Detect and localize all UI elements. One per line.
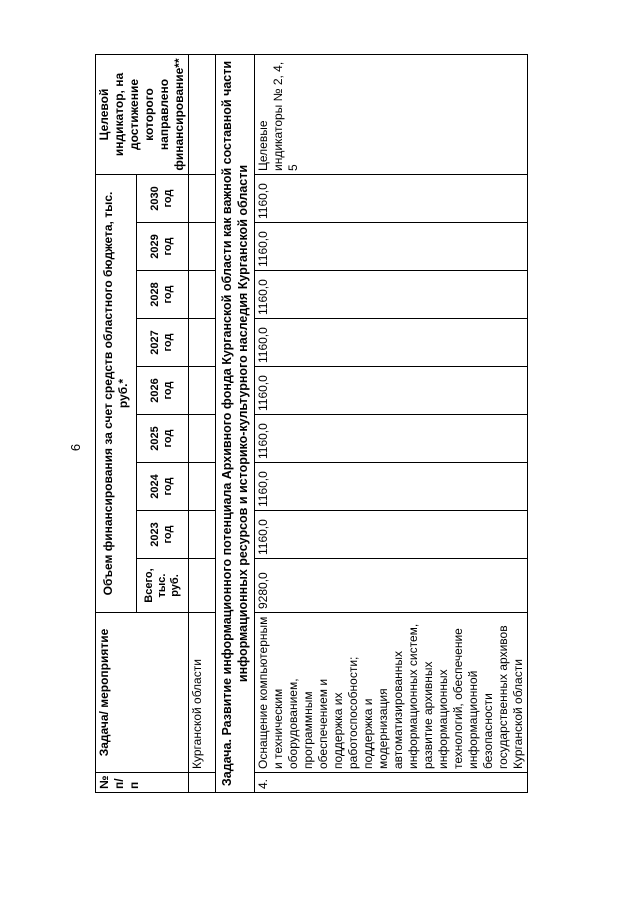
page-number: 6 [68,443,84,452]
cell-year-value: 1160,0 [255,367,528,415]
cell-year-value: 1160,0 [255,175,528,223]
header-row-1 [96,55,137,793]
cell-empty [189,463,216,511]
cell-task: Оснащение компьютерным и техническим оборудованием, программным обеспечением и поддержка их работоспособности; поддержка и модернизация автоматизированных информационных систем, развитие архивных информационных технологий, обеспечение информационной безопасности государственных архивов Курганской области [255,613,528,773]
cell-year-value: 1160,0 [255,511,528,559]
cell-total: 9280,0 [255,559,528,613]
header-num: № п/п [96,773,189,793]
task-heading: Задача. Развитие информационного потенциала Архивного фонда Курганской области как важной составной части информационных ресурсов и историко-культурного наследия Курганской области [216,55,255,793]
cell-empty [189,559,216,613]
header-total: Всего, тыс. руб. [136,559,188,613]
cell-empty [189,55,216,175]
header-year: 2025 год [136,415,188,463]
cell-empty [189,175,216,223]
cell-empty [189,415,216,463]
header-year: 2026 год [136,367,188,415]
cell-year-value: 1160,0 [255,463,528,511]
table-wrapper [95,55,635,793]
cell-empty [189,223,216,271]
table-row-4 [255,55,528,793]
cell-task: Курганской области [189,613,216,773]
cell-empty [189,511,216,559]
header-indicator: Целевой индикатор, на достижение которого направлено финансирование** [96,55,189,175]
cell-year-value: 1160,0 [255,223,528,271]
task-row [216,55,255,793]
header-year: 2023 год [136,511,188,559]
cell-year-value: 1160,0 [255,415,528,463]
header-year: 2030 год [136,175,188,223]
header-funding: Объем финансирования за счет средств областного бюджета, тыс. руб.* [96,175,137,613]
header-task: Задача/ мероприятие [96,613,189,773]
cell-empty [189,367,216,415]
header-year: 2028 год [136,271,188,319]
funding-table [95,54,528,793]
cell-empty [189,319,216,367]
cell-num [189,773,216,793]
rotated-table-container [95,55,635,793]
table-row-prev [189,55,216,793]
cell-indicator: Целевые индикаторы № 2, 4, 5 [255,55,528,175]
cell-num: 4. [255,773,528,793]
cell-empty [189,271,216,319]
cell-year-value: 1160,0 [255,319,528,367]
cell-year-value: 1160,0 [255,271,528,319]
header-year: 2029 год [136,223,188,271]
header-year: 2027 год [136,319,188,367]
header-year: 2024 год [136,463,188,511]
